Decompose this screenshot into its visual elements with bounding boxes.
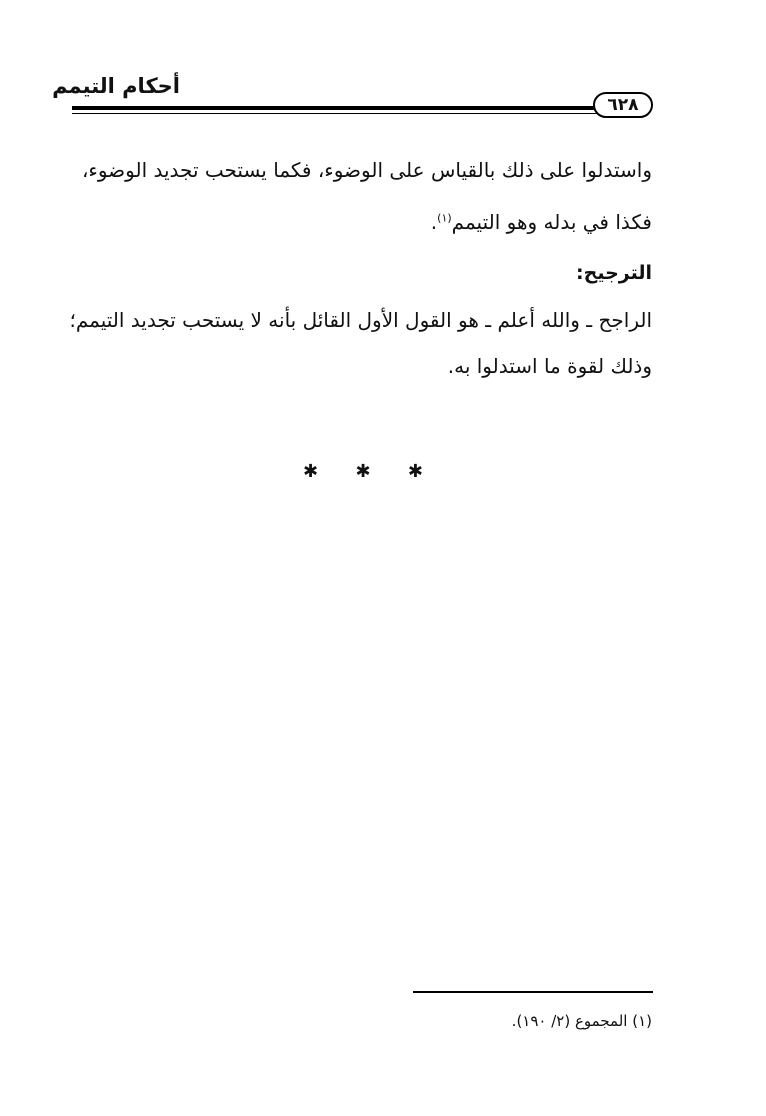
page-number-badge: ٦٢٨ xyxy=(593,92,653,118)
paragraph-1-end-period: . xyxy=(430,210,438,234)
footnote-reference-1: (١) xyxy=(437,211,452,225)
paragraph-1-line-2-text: فكذا في بدله وهو التيمم xyxy=(451,210,652,234)
footnote-rule xyxy=(413,991,653,993)
paragraph-1-line-1: واستدلوا على ذلك بالقياس على الوضوء، فكما يستحب تجديد الوضوء، xyxy=(81,158,652,182)
separator-star-icon: ✱ xyxy=(355,461,371,482)
section-separator xyxy=(303,460,423,484)
paragraph-1-line-2 xyxy=(112,210,652,234)
section-heading-tarjih: الترجيح: xyxy=(576,262,652,284)
running-title: أحكام التيمم xyxy=(52,74,180,98)
separator-star-icon: ✱ xyxy=(407,461,423,482)
header-rule-thin xyxy=(72,113,600,114)
paragraph-2-line-2: وذلك لقوة ما استدلوا به. xyxy=(447,354,652,378)
paragraph-2-line-1: الراجح ـ والله أعلم ـ هو القول الأول القائل بأنه لا يستحب تجديد التيمم؛ xyxy=(69,308,652,332)
footnote-1: (١) المجموع (٢/ ١٩٠). xyxy=(511,1012,652,1030)
separator-star-icon: ✱ xyxy=(303,461,319,482)
header-rule-thick xyxy=(72,106,600,110)
